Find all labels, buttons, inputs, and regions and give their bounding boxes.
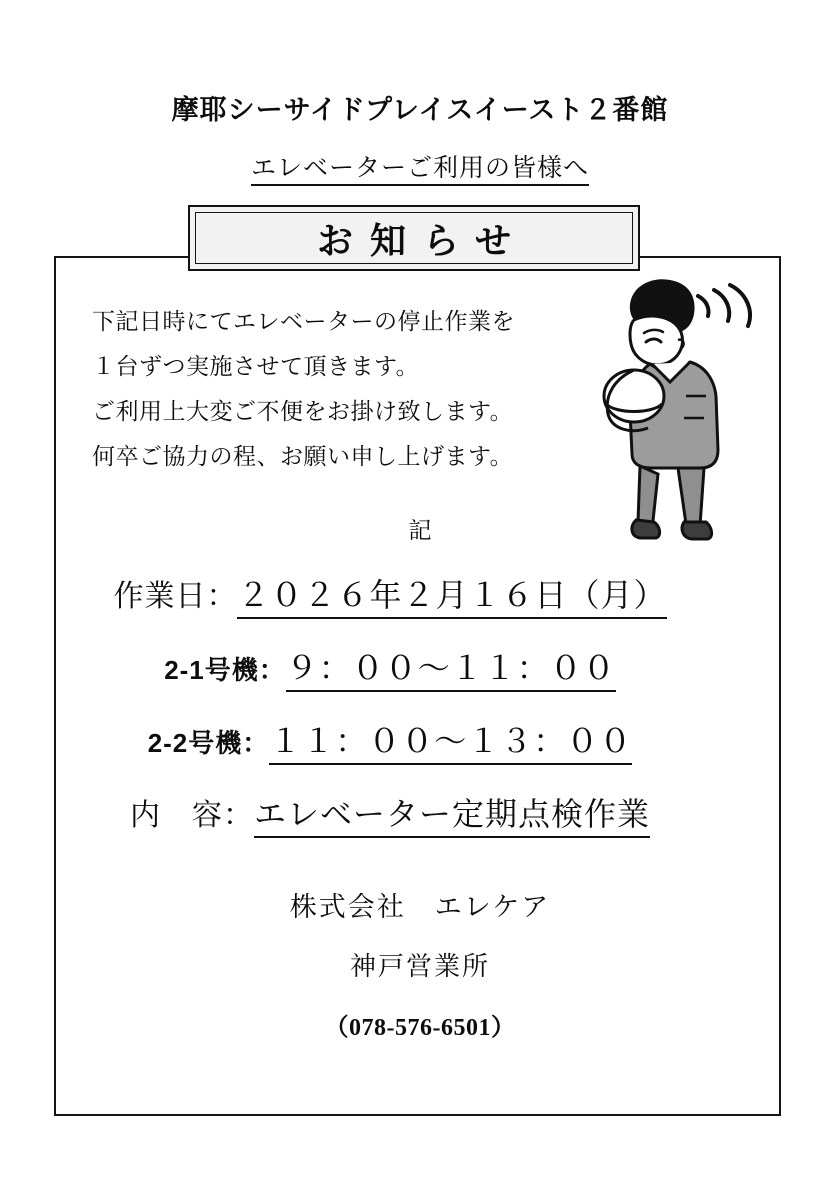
company-phone: （078-576-6501） <box>324 1015 516 1041</box>
building-title: 摩耶シーサイドプレイスイースト２番館 <box>171 95 669 125</box>
company-block <box>0 885 840 1042</box>
bowing-worker-icon <box>594 268 784 568</box>
detail-value: ２０２６年２月１６日（月） <box>237 570 666 619</box>
detail-value: １１：００〜１３：００ <box>269 716 632 765</box>
audience-line <box>0 148 840 184</box>
detail-row <box>60 570 720 619</box>
ki-mark: 記 <box>408 517 432 543</box>
notice-banner-label: お知らせ <box>317 219 528 261</box>
detail-value: エレベーター定期点検作業 <box>254 789 650 838</box>
detail-row <box>60 716 720 765</box>
detail-value: ９：００〜１１：００ <box>286 643 616 692</box>
notice-banner <box>188 205 640 271</box>
body-line: １台ずつ実施させて頂きます。 <box>92 353 420 380</box>
detail-label: 2-1号機： <box>164 655 286 685</box>
detail-label: 2-2号機： <box>147 728 270 758</box>
body-line: 何卒ご協力の程、お願い申し上げます。 <box>92 443 514 470</box>
audience-line-text: エレベーターご利用の皆様へ <box>251 154 589 186</box>
detail-row <box>60 643 720 692</box>
detail-label: 作業日： <box>113 580 238 613</box>
company-name: 株式会社 エレケア <box>289 892 551 922</box>
body-paragraph <box>92 308 592 489</box>
detail-row <box>60 789 720 838</box>
body-line: 下記日時にてエレベーターの停止作業を <box>92 308 515 334</box>
detail-label: 内 容： <box>129 799 254 832</box>
company-office: 神戸営業所 <box>349 951 490 981</box>
detail-list <box>60 570 720 862</box>
body-line: ご利用上大変ご不便をお掛け致します。 <box>92 398 514 425</box>
